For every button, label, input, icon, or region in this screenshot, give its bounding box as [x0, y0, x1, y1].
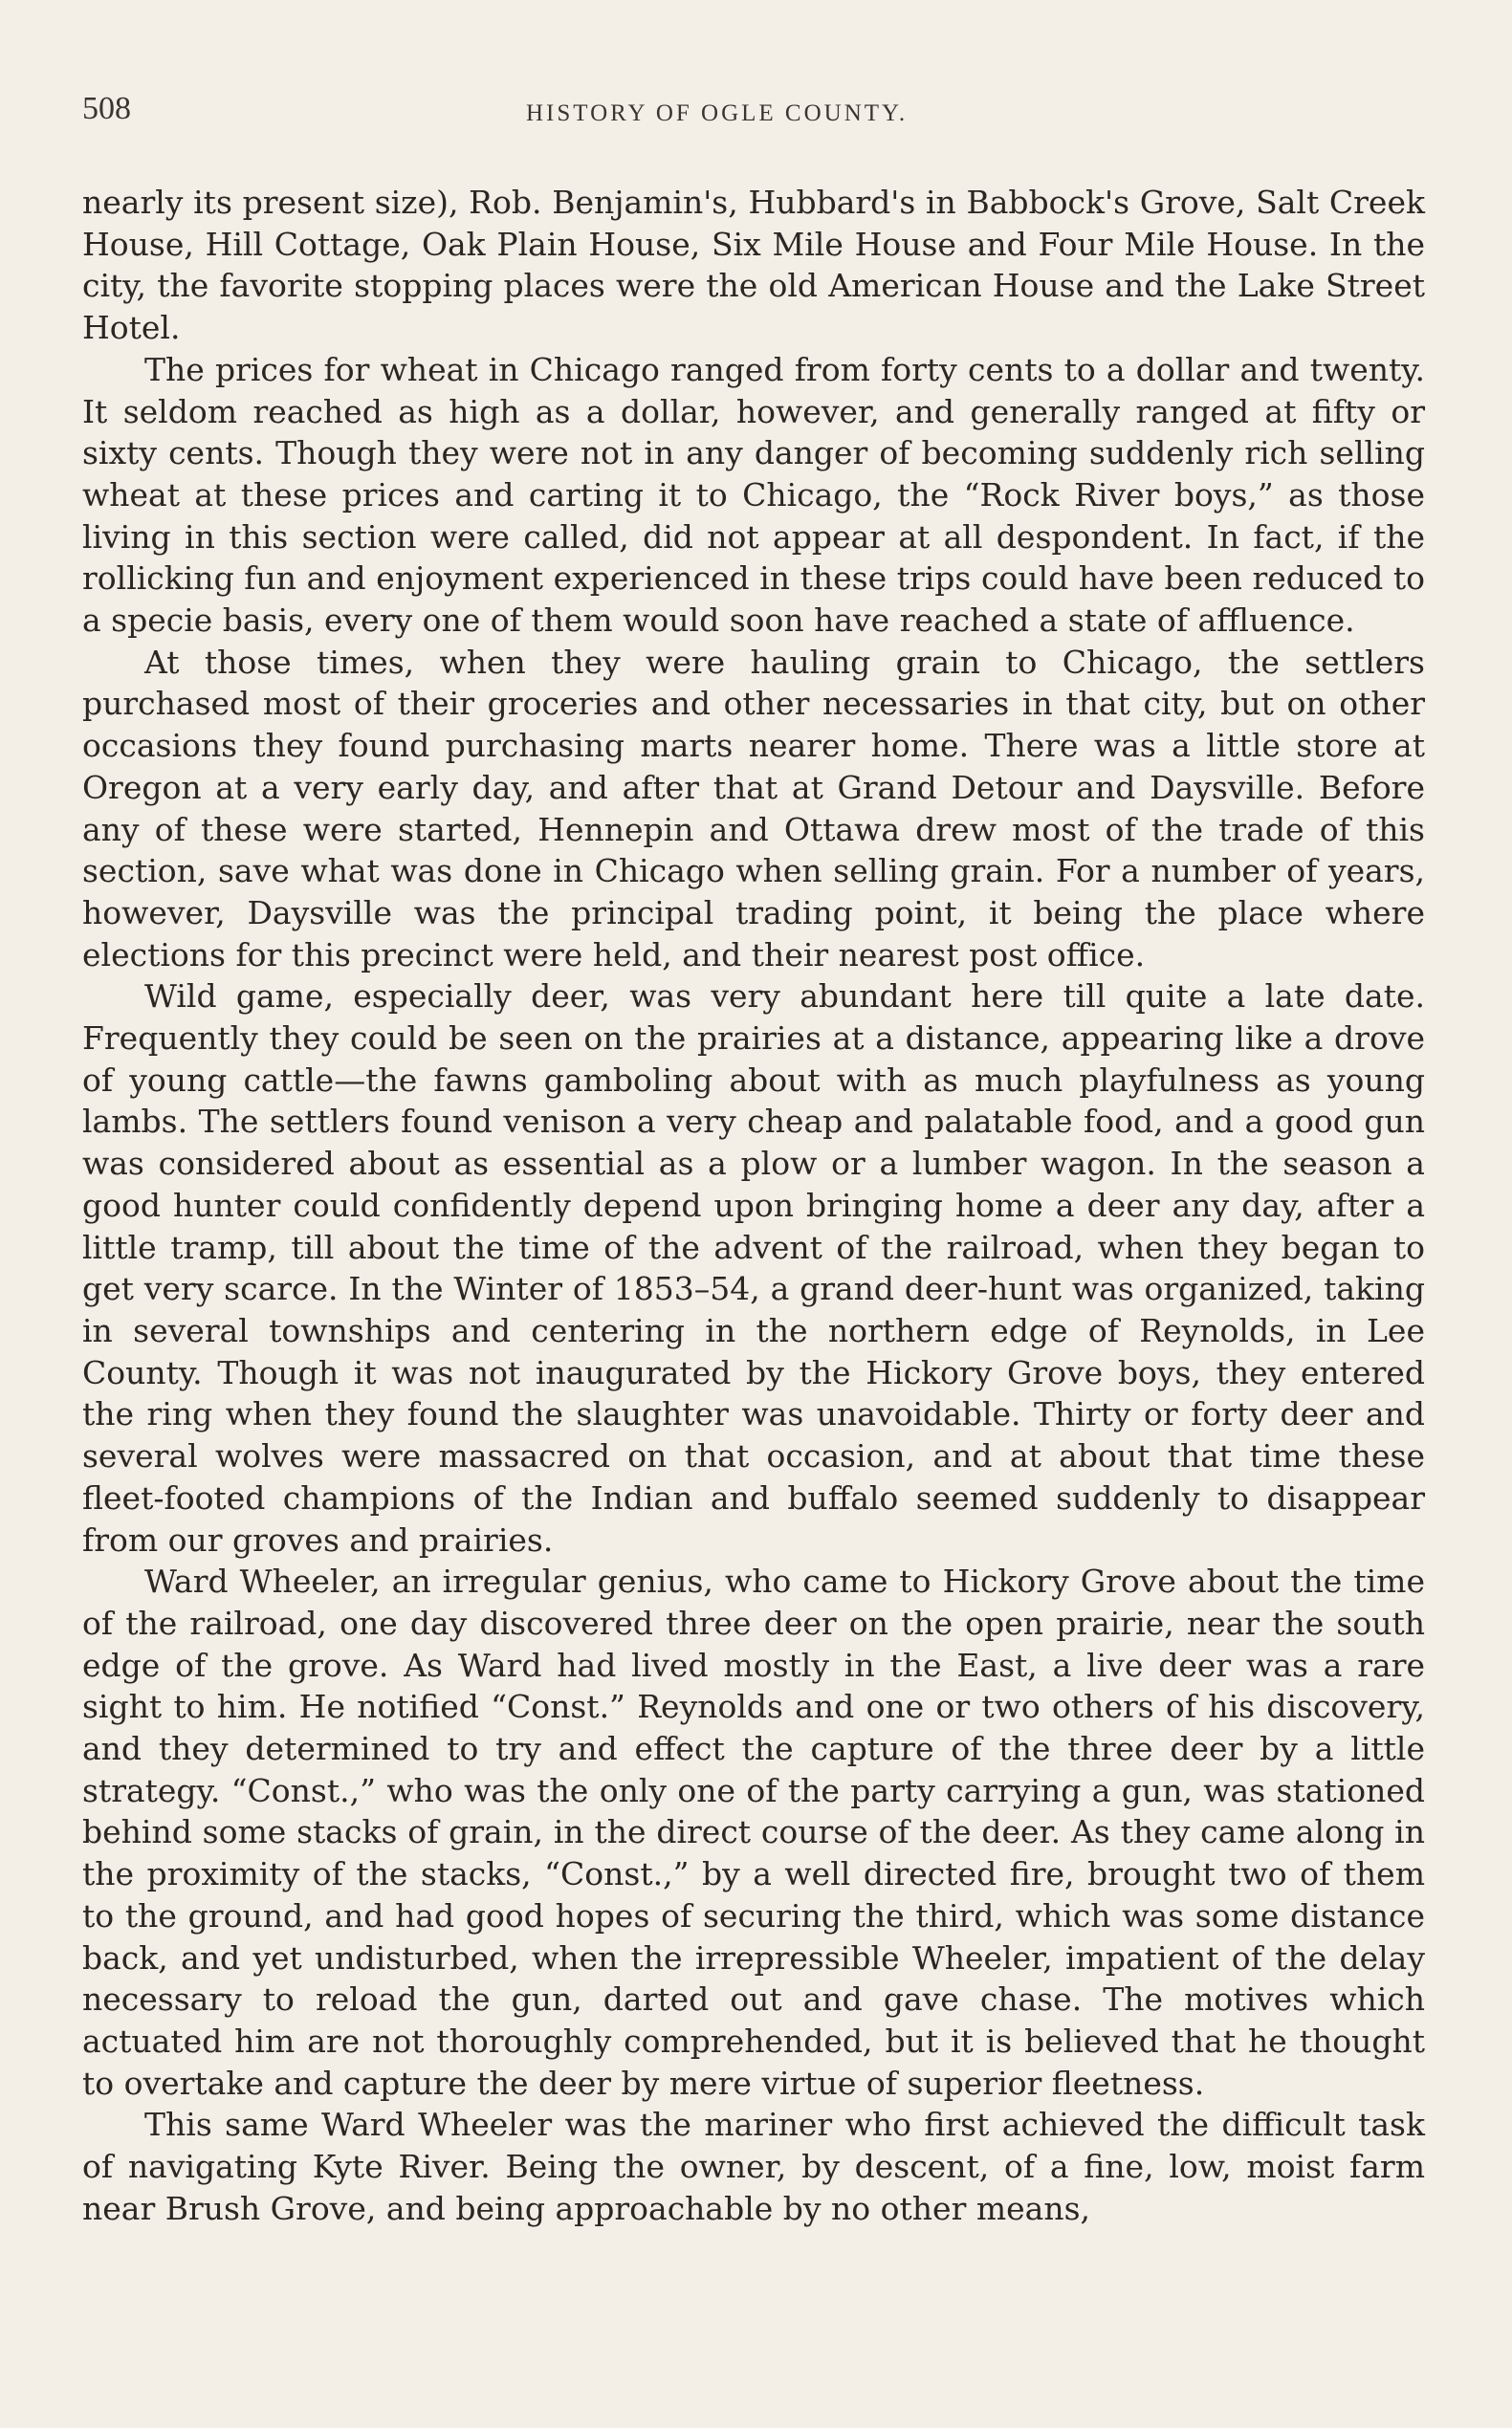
- body-text: [82, 182, 1425, 2229]
- paragraph-3: At those times, when they were hauling grain to Chicago, the settlers purchased most of their groceries and other necessaries in that city, but on other occasions they found purchasing marts nearer home. There was a little store at Oregon at a very early day, and after that at Grand Detour and Daysville. Before any of these were started, Hennepin and Ottawa drew most of the trade of this section, save what was done in Chicago when selling grain. For a number of years, however, Daysville was the principal trading point, it being the place where elections for this precinct were held, and their nearest post office.: [82, 643, 1425, 973]
- page-number: 508: [82, 91, 131, 126]
- paragraph-1: nearly its present size), Rob. Benjamin's, Hubbard's in Babbock's Grove, Salt Creek House, Hill Cottage, Oak Plain House, Six Mile House and Four Mile House. In the city, the favorite stopping places were the old American House and the Lake Street Hotel.: [82, 184, 1425, 347]
- paragraph-6: This same Ward Wheeler was the mariner who first achieved the difficult task of navigating Kyte River. Being the owner, by descent, of a fine, low, moist farm near Brush Grove, and being approachable by no other means,: [82, 2106, 1425, 2227]
- page-header: [82, 91, 1431, 139]
- paragraph-4: Wild game, especially deer, was very abundant here till quite a late date. Frequently they could be seen on the prairies at a distance, appearing like a drove of young cattle—the fawns gamboling about with as much playfulness as young lambs. The settlers found venison a very cheap and palatable food, and a good gun was considered about as essential as a plow or a lumber wagon. In the season a good hunter could confidently depend upon bringing home a deer any day, after a little tramp, till about the time of the advent of the railroad, when they began to get very scarce. In the Winter of 1853–54, a grand deer-hunt was organized, taking in several townships and centering in the northern edge of Reynolds, in Lee County. Though it was not inaugurated by the Hickory Grove boys, they entered the ring when they found the slaughter was unavoidable. Thirty or forty deer and several wolves were massacred on that occasion, and at about that time these fleet-footed champions of the Indian and buffalo seemed suddenly to disappear from our groves and prairies.: [82, 977, 1425, 1559]
- paragraph-2: The prices for wheat in Chicago ranged from forty cents to a dollar and twenty. It seldom reached as high as a dollar, however, and generally ranged at fifty or sixty cents. Though they were not in any danger of becoming suddenly rich selling wheat at these prices and carting it to Chicago, the “Rock River boys,” as those living in this section were called, did not appear at all despondent. In fact, if the rollicking fun and enjoyment experienced in these trips could have been reduced to a specie basis, every one of them would soon have reached a state of affluence.: [82, 350, 1425, 640]
- paragraph-5: Ward Wheeler, an irregular genius, who came to Hickory Grove about the time of the railroad, one day discovered three deer on the open prairie, near the south edge of the grove. As Ward had lived mostly in the East, a live deer was a rare sight to him. He notified “Const.” Reynolds and one or two others of his discovery, and they determined to try and effect the capture of the three deer by a little strategy. “Const.,” who was the only one of the party carrying a gun, was stationed behind some stacks of grain, in the direct course of the deer. As they came along in the proximity of the stacks, “Const.,” by a well directed fire, brought two of them to the ground, and had good hopes of securing the third, which was some distance back, and yet undisturbed, when the irrepressible Wheeler, impatient of the delay necessary to reload the gun, darted out and gave chase. The motives which actuated him are not thoroughly comprehended, but it is believed that he thought to overtake and capture the deer by mere virtue of superior fleetness.: [82, 1563, 1425, 2102]
- running-head: HISTORY OF OGLE COUNTY.: [526, 100, 909, 126]
